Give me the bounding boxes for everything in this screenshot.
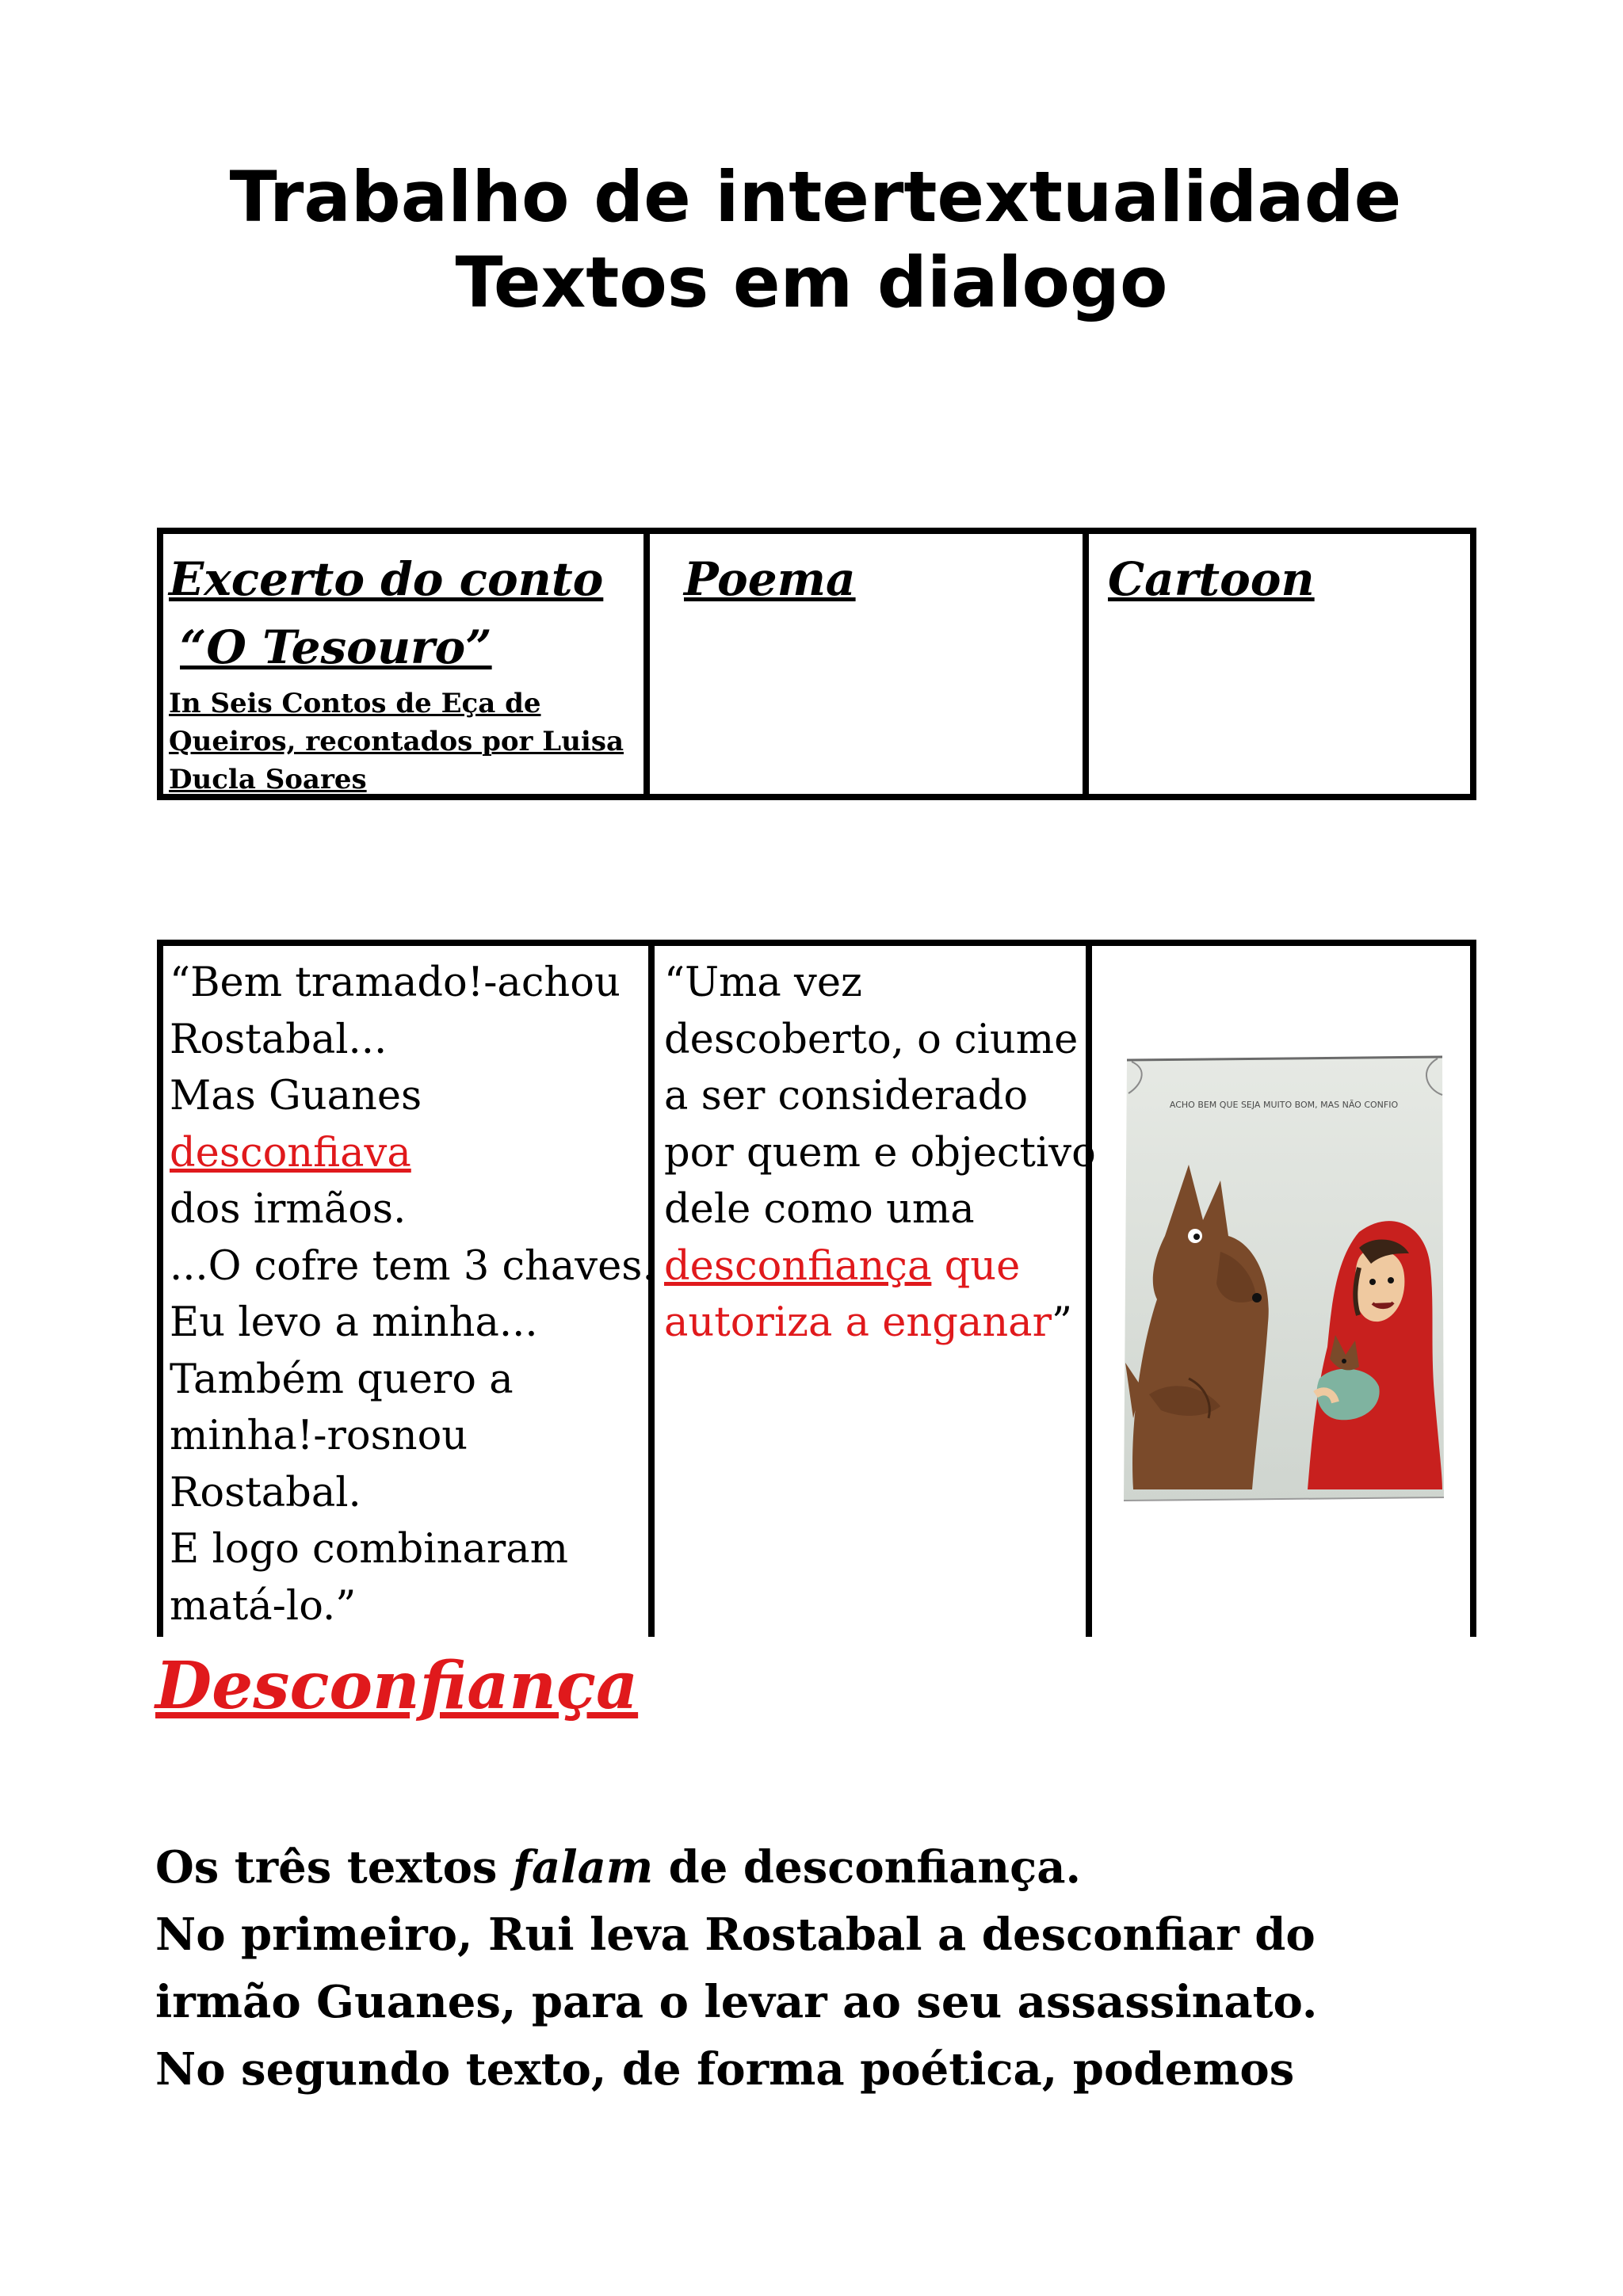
excerpt-source-2: Queiros, recontados por Luisa (169, 726, 624, 757)
header-cell-poem (684, 545, 856, 613)
poem-line: a ser considerado (664, 1073, 1029, 1119)
header-divider-1 (643, 528, 650, 800)
header-cell-excerpt (169, 545, 624, 799)
page-title (0, 154, 1623, 326)
header-cell-cartoon (1108, 545, 1315, 613)
cartoon-caption: ACHO BEM QUE SEJA MUITO BOM, MAS NÃO CONFIO (1169, 1100, 1399, 1110)
poem-line: dele como uma (664, 1186, 975, 1233)
section-heading: Desconfiança (155, 1648, 639, 1724)
paragraph-line-3: irmão Guanes, para o levar ao seu assassinato. (155, 1976, 1318, 2028)
excerpt-source-3: Ducla Soares (169, 764, 367, 795)
header-divider-2 (1083, 528, 1089, 800)
title-line-2: Textos em dialogo (455, 242, 1168, 323)
excerpt-line: E logo combinaram (170, 1526, 569, 1573)
poem-line: por quem e objectivo (664, 1129, 1096, 1177)
paragraph-emphasis: falam (512, 1841, 654, 1894)
title-line-1: Trabalho de intertextualidade (229, 156, 1402, 238)
body-paragraph (155, 1834, 1317, 2103)
poem-line: “Uma vez (664, 959, 862, 1006)
excerpt-line: minha!-rosnou (170, 1413, 468, 1459)
excerpt-highlight: desconfiava (170, 1129, 411, 1177)
poem-line-6 (664, 1238, 1096, 1295)
header-table (157, 528, 1476, 800)
excerpt-line: dos irmãos. (170, 1186, 407, 1233)
excerpt-line: Rostabal... (170, 1016, 388, 1063)
excerpt-heading-1: Excerto do conto (169, 552, 604, 606)
excerpt-line: “Bem tramado!-achou (170, 959, 621, 1006)
poem-closing-quote: ” (1051, 1299, 1073, 1346)
content-divider-left (157, 940, 163, 1637)
excerpt-line: matá-lo.” (170, 1582, 357, 1630)
cartoon-heading: Cartoon (1108, 552, 1315, 606)
cartoon-image (1117, 1046, 1450, 1505)
excerpt-line: ...O cofre tem 3 chaves. (170, 1242, 655, 1290)
poem-heading: Poema (684, 552, 856, 606)
paragraph-line-2: No primeiro, Rui leva Rostabal a desconfiar do (155, 1909, 1316, 1961)
excerpt-text (170, 955, 655, 1634)
paragraph-text: de desconfiança. (653, 1841, 1081, 1894)
poem-line: descoberto, o ciume (664, 1016, 1079, 1063)
poem-text (664, 955, 1096, 1352)
content-divider-right (1470, 940, 1476, 1637)
excerpt-line: Mas Guanes (170, 1073, 422, 1119)
content-table-top-border (157, 940, 1476, 946)
excerpt-line: Também quero a (170, 1356, 514, 1403)
poem-line-7 (664, 1295, 1096, 1352)
paragraph-line-4: No segundo texto, de forma poética, podemos (155, 2043, 1295, 2096)
excerpt-line: Eu levo a minha... (170, 1299, 538, 1346)
paragraph-line-1 (155, 1834, 1317, 1901)
excerpt-source-1: In Seis Contos de Eça de (169, 688, 541, 719)
excerpt-heading-2: “O Tesouro” (180, 620, 492, 674)
poem-highlight-tail: que (931, 1242, 1021, 1290)
excerpt-line: Rostabal. (170, 1469, 361, 1516)
paragraph-text: Os três textos (155, 1841, 513, 1894)
poem-highlight-2: autoriza a enganar (664, 1299, 1052, 1346)
poem-highlight: desconfiança (664, 1242, 932, 1290)
